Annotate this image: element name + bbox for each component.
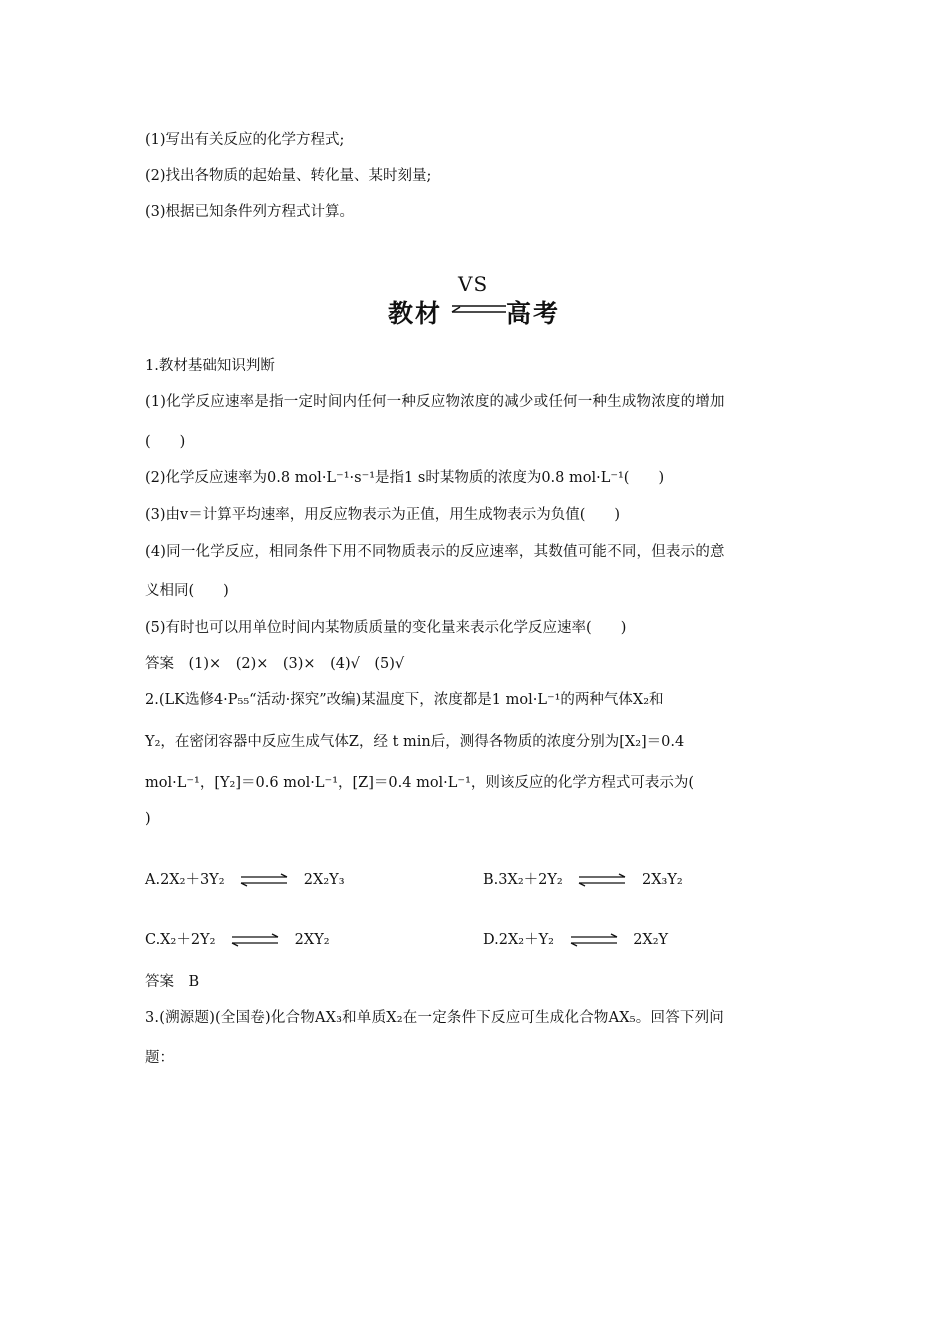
option-c-product: 2XY₂ (294, 932, 330, 948)
option-d-product: 2X₂Y (633, 932, 669, 948)
q1-statement-3: (3)由v＝计算平均速率，用反应物表示为正值，用生成物表示为负值( ) (145, 507, 621, 523)
q1-statement-4a: (4)同一化学反应，相同条件下用不同物质表示的反应速率，其数值可能不同，但表示的意 (145, 544, 725, 560)
q1-statement-5: (5)有时也可以用单位时间内某物质质量的变化量来表示化学反应速率( ) (145, 620, 627, 636)
intro-step-2: (2)找出各物质的起始量、转化量、某时刻量; (145, 168, 432, 184)
intro-step-3: (3)根据已知条件列方程式计算。 (145, 204, 355, 220)
q1-statement-1b: ( ) (145, 434, 186, 450)
q2-line-4: ) (145, 811, 151, 827)
equilibrium-arrow-icon (230, 933, 280, 947)
intro-step-1: (1)写出有关反应的化学方程式; (145, 132, 345, 148)
q1-statement-4b: 义相同( ) (145, 583, 229, 599)
q1-statement-1a: (1)化学反应速率是指一定时间内任何一种反应物浓度的减少或任何一种生成物浓度的增加 (145, 394, 725, 410)
banner-vs-text: VS (458, 272, 489, 296)
option-c (145, 928, 330, 949)
option-b-reactants: B.3X₂＋2Y₂ (483, 872, 563, 888)
q3-line-1: 3.(溯源题)(全国卷)化合物AX₃和单质X₂在一定条件下反应可生成化合物AX₅。回答下列问 (145, 1010, 725, 1026)
banner-left-text: 教材 (388, 299, 443, 328)
double-arrow-icon (450, 302, 508, 316)
banner-right-text: 高考 (506, 299, 561, 328)
q2-line-2: Y₂，在密闭容器中反应生成气体Z，经 t min后，测得各物质的浓度分别为[X₂]＝0.4 (145, 734, 685, 750)
option-c-reactants: C.X₂＋2Y₂ (145, 932, 216, 948)
option-d-reactants: D.2X₂＋Y₂ (483, 932, 554, 948)
option-a-reactants: A.2X₂＋3Y₂ (145, 872, 225, 888)
q1-title: 1.教材基础知识判断 (145, 358, 275, 374)
q1-answer: 答案 (1)× (2)× (3)× (4)√ (5)√ (145, 656, 405, 672)
equilibrium-arrow-icon (569, 933, 619, 947)
textbook-vs-exam-banner (388, 272, 568, 332)
equilibrium-arrow-icon (239, 873, 289, 887)
option-d (483, 928, 668, 949)
equilibrium-arrow-icon (577, 873, 627, 887)
option-a-product: 2X₂Y₃ (303, 872, 345, 888)
option-b-product: 2X₃Y₂ (641, 872, 683, 888)
option-a (145, 868, 345, 889)
q1-statement-2: (2)化学反应速率为0.8 mol·L⁻¹·s⁻¹是指1 s时某物质的浓度为0.8 mol·L⁻¹( ) (145, 470, 665, 486)
q2-answer: 答案 B (145, 974, 200, 990)
option-b (483, 868, 683, 889)
q3-line-2: 题： (145, 1050, 174, 1066)
q2-line-1: 2.(LK选修4·P₅₅“活动·探究”改编)某温度下，浓度都是1 mol·L⁻¹的两种气体X₂和 (145, 692, 664, 708)
q2-line-3: mol·L⁻¹，[Y₂]＝0.6 mol·L⁻¹，[Z]＝0.4 mol·L⁻¹，则该反应的化学方程式可表示为( (145, 775, 695, 791)
